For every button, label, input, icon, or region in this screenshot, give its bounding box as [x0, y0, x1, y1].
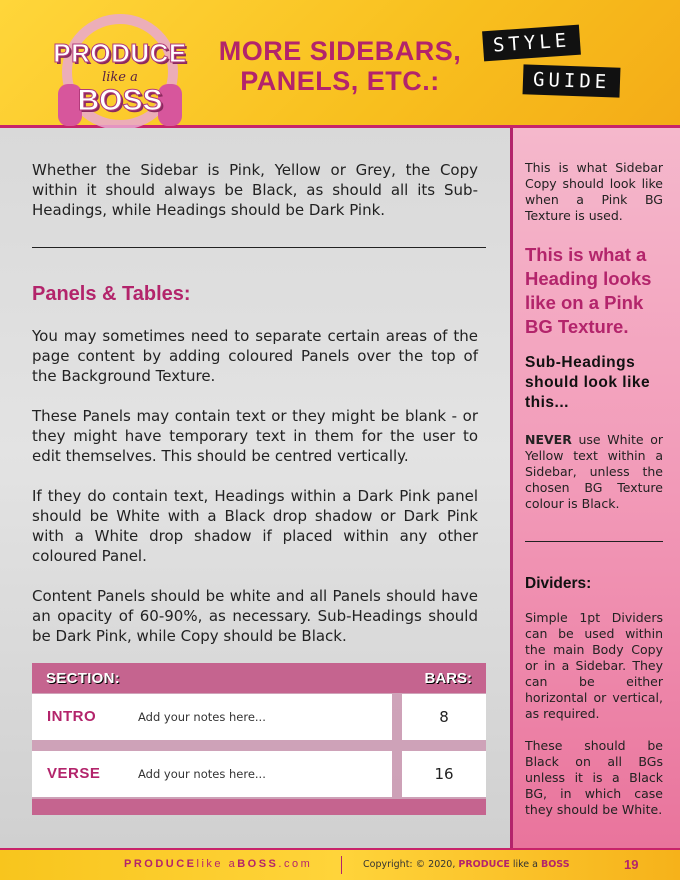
- bars-value[interactable]: 8: [439, 708, 449, 726]
- panels-paragraph-1: You may sometimes need to separate certain areas of the page content by adding coloured Panels over the top of the Background Texture.: [32, 327, 478, 385]
- page-header: [0, 0, 680, 128]
- sidebar-heading: This is what a Heading looks like on a Pink BG Texture.: [525, 244, 652, 337]
- bars-cell: [402, 751, 486, 797]
- panels-paragraph-2: These Panels may contain text or they might be blank - or they might have temporary text in them for the user to edit themselves. This should be centred vertically.: [32, 407, 478, 465]
- site-like-a: like a: [196, 858, 238, 870]
- footer-copyright: [363, 859, 570, 870]
- table-header-section: SECTION:: [46, 670, 121, 687]
- guide-tag: GUIDE: [523, 64, 621, 97]
- table-footer-strip: [32, 799, 486, 815]
- section-cell: [32, 694, 392, 740]
- copyright-produce: PRODUCE: [458, 859, 510, 870]
- sidebar-subheading: Sub-Headings should look like this...: [525, 354, 651, 411]
- section-label: INTRO: [47, 708, 97, 725]
- page-number: 19: [624, 857, 639, 872]
- panels-tables-heading: Panels & Tables:: [32, 283, 191, 305]
- bars-cell: [402, 694, 486, 740]
- logo-text-boss: BOSS: [77, 84, 163, 117]
- sidebar-divider: [525, 541, 663, 542]
- copyright-prefix: Copyright: © 2020,: [363, 859, 456, 870]
- notes-field[interactable]: Add your notes here...: [138, 767, 266, 781]
- page-title: [205, 36, 475, 96]
- dividers-paragraph-1: Simple 1pt Dividers can be used within the main Body Copy or in a Sidebar. They can be either horizontal or vertical, as required.: [525, 610, 663, 721]
- panels-paragraph-4: Content Panels should be white and all Panels should have an opacity of 60-90%, as necessary. Sub-Headings should be Dark Pink, while Copy should be Black.: [32, 587, 478, 645]
- page-footer: [0, 848, 680, 880]
- page-title-line2: PANELS, ETC.:: [240, 66, 440, 96]
- dividers-paragraph-2: These should be Black on all BGs unless it is a Black BG, in which case they should be White.: [525, 738, 663, 817]
- panels-paragraph-3: If they do contain text, Headings within a Dark Pink panel should be White with a Black drop shadow or Dark Pink with a White drop shadow if placed within any other coloured Panel.: [32, 487, 478, 565]
- footer-separator: [341, 856, 342, 874]
- sidebar-copy: This is what Sidebar Copy should look like when a Pink BG Texture is used.: [525, 160, 663, 223]
- bars-value[interactable]: 16: [434, 765, 454, 783]
- site-produce: PRODUCE: [124, 858, 197, 870]
- table-row: [32, 694, 486, 740]
- site-com: .com: [278, 858, 313, 870]
- site-boss: BOSS: [237, 858, 279, 870]
- table-header: [32, 663, 486, 693]
- notes-field[interactable]: Add your notes here...: [138, 710, 266, 724]
- sidebar-never-note: [525, 432, 663, 512]
- footer-website: [124, 858, 312, 870]
- logo-text-like-a: like a: [102, 70, 138, 85]
- page-title-line1: MORE SIDEBARS,: [218, 36, 462, 66]
- section-label: VERSE: [47, 765, 101, 782]
- style-tag: STYLE: [482, 25, 581, 62]
- produce-like-a-boss-logo: [40, 10, 200, 126]
- table-row: [32, 751, 486, 797]
- horizontal-divider: [32, 247, 486, 248]
- table-header-bars: BARS:: [424, 670, 472, 687]
- copyright-boss: BOSS: [540, 859, 570, 870]
- never-emphasis: NEVER: [525, 432, 572, 447]
- never-note-text: use White or Yellow text within a Sidebar, unless the chosen BG Texture colour is Black.: [525, 432, 663, 511]
- section-cell: [32, 751, 392, 797]
- dividers-heading: Dividers:: [525, 575, 592, 592]
- copyright-like: like a: [509, 859, 541, 870]
- intro-copy: Whether the Sidebar is Pink, Yellow or Grey, the Copy within it should always be Black, as should all its Sub-Headings, while Headings should be Dark Pink.: [32, 161, 478, 219]
- logo-text-produce: PRODUCE: [53, 38, 187, 68]
